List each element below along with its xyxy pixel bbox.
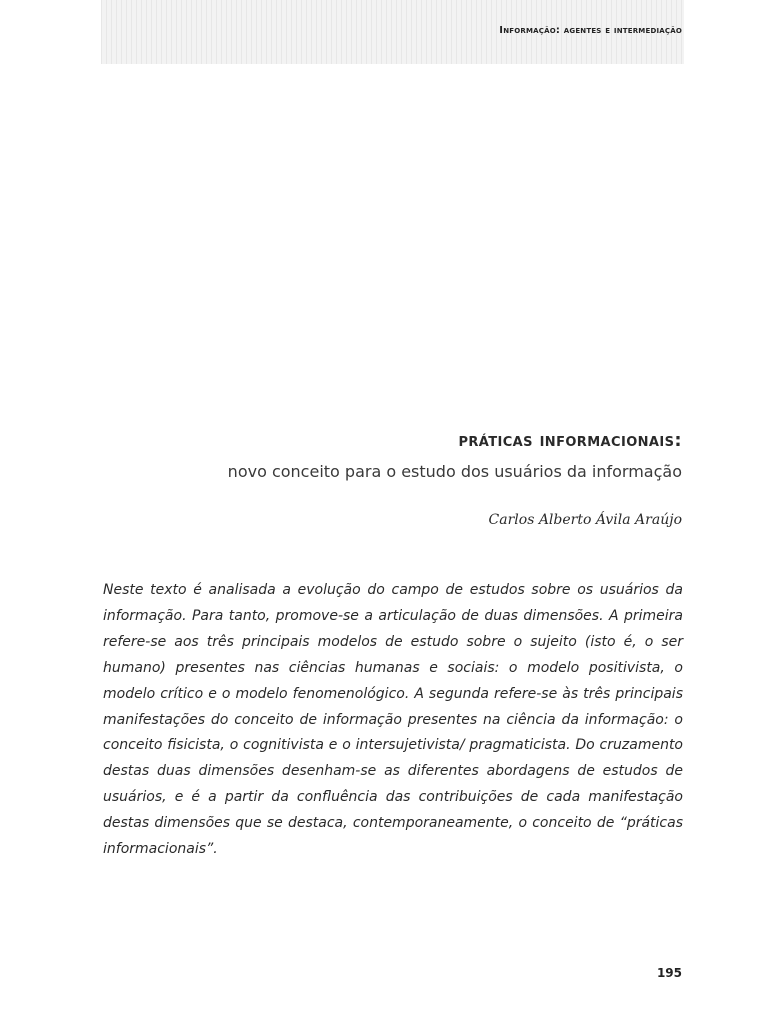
chapter-title: práticas informacionais: (458, 430, 682, 451)
page-number: 195 (656, 966, 682, 980)
running-head: Informação: agentes e intermediação (499, 25, 682, 36)
author-name: Carlos Alberto Ávila Araújo (488, 512, 682, 528)
chapter-subtitle: novo conceito para o estudo dos usuários da informação (227, 462, 682, 481)
abstract-paragraph: Neste texto é analisada a evolução do campo de estudos sobre os usuários da informação. Para tanto, promove-se a articulação de duas dimensões. A primeira refere-se aos três principais modelos de estudo sobre o sujeito (isto é, o ser humano) presentes nas ciências humanas e sociais: o modelo positivista, o modelo crítico e o modelo fenomenológico. A segunda refere-se às três principais manifestações do conceito de informação presentes na ciência da informação: o conceito fisicista, o cognitivista e o intersujetivista/ pragmaticista. Do cruzamento destas duas dimensões desenham-se as diferentes abordagens de estudos de usuários, e é a partir da confluência das contribuições de cada manifestação destas dimensões que se destaca, contemporaneamente, o conceito de “práticas informacionais”. (103, 582, 683, 858)
